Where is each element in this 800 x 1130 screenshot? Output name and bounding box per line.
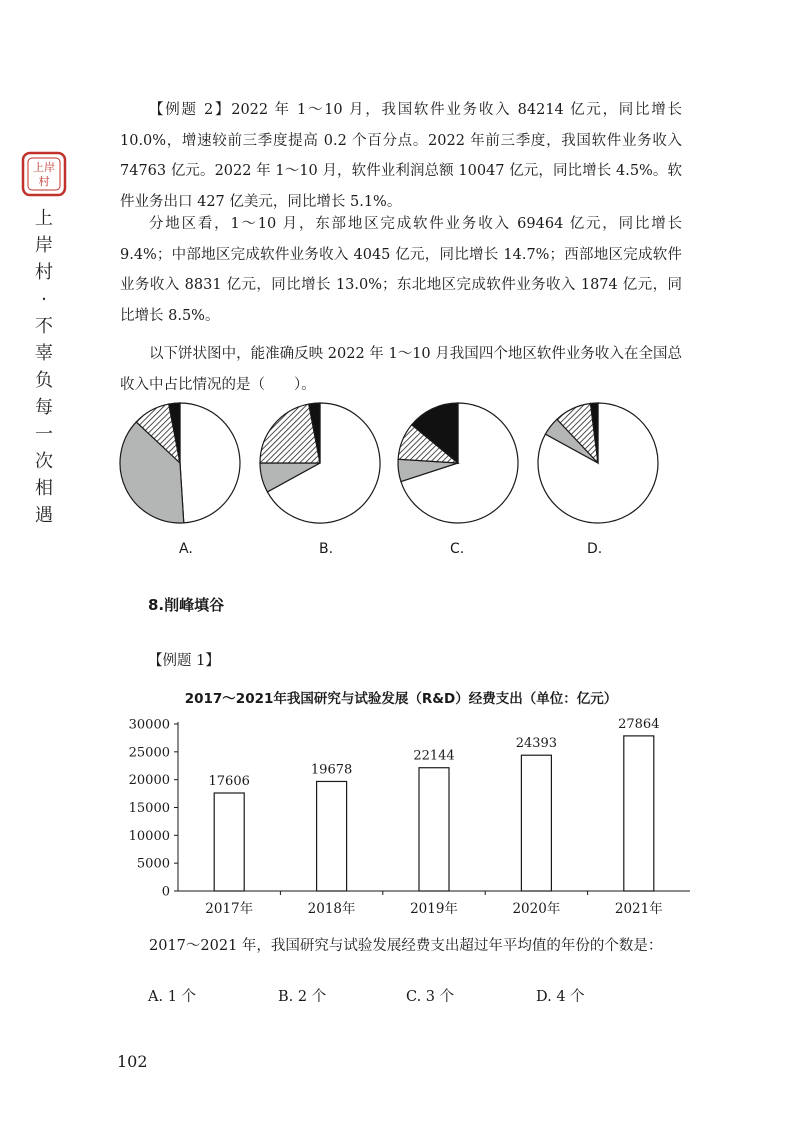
vertical-title-char: 辜 [35, 343, 53, 364]
vertical-title-char: 负 [35, 370, 53, 391]
option-a: A. 1 个 [148, 989, 197, 1005]
vertical-title-char: 岸 [35, 235, 53, 256]
y-tick-label: 5000 [136, 856, 170, 872]
bar-value-label: 17606 [208, 773, 250, 789]
y-tick-label: 10000 [128, 828, 170, 844]
example1-label: 【例题 1】 [148, 653, 220, 669]
example1-question: 2017～2021 年，我国研究与试验发展经费支出超过年平均值的年份的个数是： [149, 938, 663, 954]
y-tick-label: 20000 [128, 773, 170, 789]
vertical-title-char: 上 [35, 208, 53, 229]
example2-question: 以下饼状图中，能准确反映 2022 年 1～10 月我国四个地区软件业务收入在全国总收入中占比情况的是（ ）。 [120, 346, 682, 393]
vertical-book-title [33, 205, 55, 529]
logo-text-top: 上岸 [33, 161, 55, 174]
vertical-title-char: 相 [35, 478, 53, 499]
option-b: B. 2 个 [278, 989, 327, 1005]
x-category-label: 2019年 [410, 901, 458, 917]
bar-2021年 [624, 736, 654, 891]
example2-paragraph-1: 【例题 2】2022 年 1～10 月，我国软件业务收入 84214 亿元，同比增长 10.0%，增速较前三季度提高 0.2 个百分点。2022 年前三季度，我国软件业务收入 74763 亿元。2022 年 1～10 月，软件业利润总额 10047 亿元，同比增长 4.5%。软件业务出口 427 亿美元，同比增长 5.1%。 [120, 102, 682, 210]
bar-value-label: 22144 [413, 748, 455, 764]
vertical-title-char: 一 [35, 424, 53, 445]
bar-chart [120, 708, 700, 928]
y-tick-label: 30000 [128, 717, 170, 733]
section-title: 8.削峰填谷 [148, 596, 225, 614]
bar-2017年 [214, 793, 244, 891]
vertical-title-char: 村 [35, 262, 53, 283]
bar-value-label: 24393 [515, 736, 558, 752]
pie-label-a: A. [179, 541, 193, 557]
x-category-label: 2018年 [307, 901, 356, 917]
vertical-title-char: · [41, 289, 47, 310]
option-c: C. 3 个 [406, 989, 455, 1005]
x-category-label: 2020年 [512, 901, 561, 917]
bar-chart-title: 2017～2021年我国研究与试验发展（R&D）经费支出（单位：亿元） [184, 691, 618, 707]
pie-label-b: B. [319, 541, 334, 557]
y-tick-label: 25000 [128, 745, 170, 761]
x-category-label: 2017年 [205, 901, 254, 917]
y-tick-label: 0 [161, 884, 170, 900]
bar-value-label: 27864 [618, 716, 660, 732]
bar-value-label: 19678 [310, 762, 353, 778]
y-tick-label: 15000 [128, 801, 170, 816]
pie-charts [115, 398, 675, 528]
pie-a-slice-white [180, 403, 240, 523]
pie-label-c: C. [450, 541, 465, 557]
vertical-title-char: 次 [35, 451, 53, 472]
vertical-title-char: 不 [35, 316, 53, 337]
logo-text-bottom: 村 [38, 175, 50, 188]
option-d: D. 4 个 [536, 989, 585, 1005]
example2-paragraph-2: 分地区看，1～10 月，东部地区完成软件业务收入 69464 亿元，同比增长 9.4%；中部地区完成软件业务收入 4045 亿元，同比增长 14.7%；西部地区完成软件业务收入 8831 亿元，同比增长 13.0%；东北地区完成软件业务收入 1874 亿元，同比增长 8.5%。 [120, 216, 682, 324]
bar-2020年 [521, 755, 551, 891]
publisher-logo [20, 150, 68, 198]
page-number: 102 [117, 1052, 148, 1071]
vertical-title-char: 每 [35, 397, 53, 418]
bar-2019年 [419, 768, 449, 891]
vertical-title-char: 遇 [35, 505, 53, 526]
pie-label-d: D. [587, 541, 603, 557]
x-category-label: 2021年 [614, 901, 663, 917]
bar-2018年 [317, 781, 347, 891]
